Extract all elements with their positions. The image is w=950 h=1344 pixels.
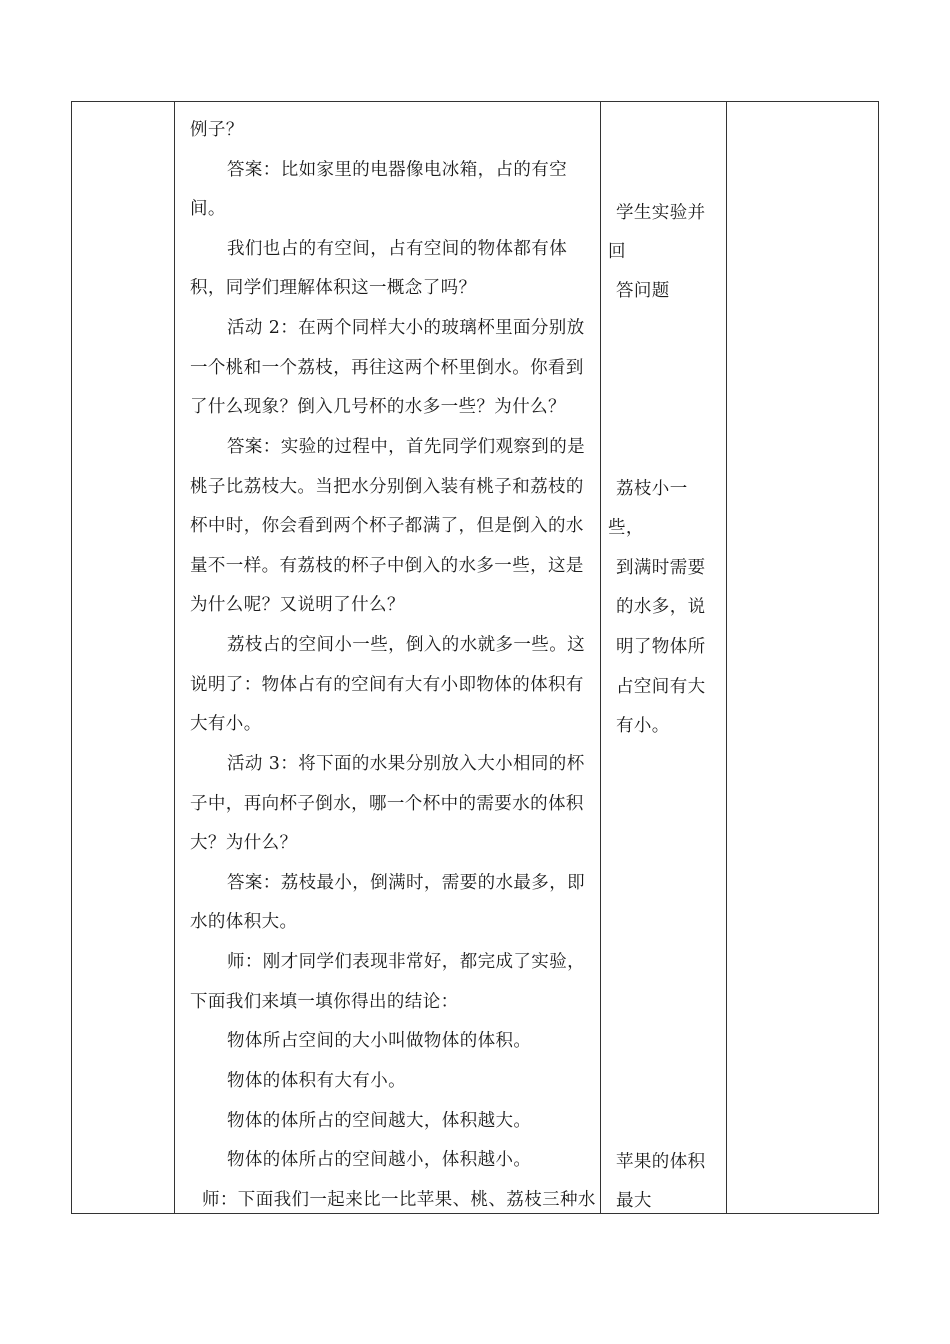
text-line: 物体的体所占的空间越大，体积越大。 <box>227 1111 532 1131</box>
text-line: 为什么呢？又说明了什么？ <box>190 595 405 615</box>
text-line: 子中，再向杯子倒水，哪一个杯中的需要水的体积 <box>190 794 584 814</box>
text-line: 量不一样。有荔枝的杯子中倒入的水多一些，这是 <box>190 556 584 576</box>
text-line: 间。 <box>190 199 226 219</box>
lesson-table <box>71 101 879 1214</box>
text-line: 例子？ <box>190 120 244 140</box>
text-line: 到满时需要 <box>616 558 706 578</box>
text-line: 桃子比荔枝大。当把水分别倒入装有桃子和荔枝的 <box>190 477 584 497</box>
text-line: 学生实验并 <box>616 203 706 223</box>
text-line: 积，同学们理解体积这一概念了吗？ <box>190 278 477 298</box>
text-line: 我们也占的有空间，占有空间的物体都有体 <box>227 239 568 259</box>
text-line: 荔枝占的空间小一些，倒入的水就多一些。这 <box>227 635 585 655</box>
text-line: 水的体积大。 <box>190 912 298 932</box>
teaching-process-column <box>175 102 599 1213</box>
text-line: 活动 2：在两个同样大小的玻璃杯里面分别放 <box>227 318 585 338</box>
text-line: 有小。 <box>616 716 670 736</box>
text-line: 师：下面我们一起来比一比苹果、桃、荔枝三种水 <box>202 1190 596 1210</box>
column-divider <box>726 102 727 1213</box>
text-line: 了什么现象？倒入几号杯的水多一些？为什么？ <box>190 397 566 417</box>
text-line: 答问题 <box>616 281 670 301</box>
text-line: 物体所占空间的大小叫做物体的体积。 <box>227 1031 532 1051</box>
text-line: 的水多，说 <box>616 597 706 617</box>
text-line: 回 <box>608 242 626 262</box>
text-line: 答案：比如家里的电器像电冰箱，占的有空 <box>227 160 568 180</box>
text-line: 苹果的体积 <box>616 1152 706 1172</box>
text-line: 明了物体所 <box>616 637 706 657</box>
text-line: 师：刚才同学们表现非常好，都完成了实验， <box>227 952 585 972</box>
text-line: 说明了：物体占有的空间有大有小即物体的体积有 <box>190 675 584 695</box>
text-line: 物体的体积有大有小。 <box>227 1071 406 1091</box>
text-line: 答案：荔枝最小，倒满时，需要的水最多，即 <box>227 873 585 893</box>
text-line: 一个桃和一个荔枝，再往这两个杯里倒水。你看到 <box>190 358 584 378</box>
text-line: 大？为什么？ <box>190 833 298 853</box>
text-line: 物体的体所占的空间越小，体积越小。 <box>227 1150 532 1170</box>
text-line: 荔枝小一 <box>616 479 688 499</box>
text-line: 大有小。 <box>190 714 262 734</box>
text-line: 占空间有大 <box>616 677 706 697</box>
text-line: 活动 3：将下面的水果分别放入大小相同的杯 <box>227 754 585 774</box>
text-line: 些， <box>608 518 644 538</box>
text-line: 答案：实验的过程中，首先同学们观察到的是 <box>227 437 585 457</box>
student-activity-column <box>601 102 725 1213</box>
text-line: 最大 <box>616 1191 652 1211</box>
text-line: 下面我们来填一填你得出的结论： <box>190 992 459 1012</box>
text-line: 杯中时，你会看到两个杯子都满了，但是倒入的水 <box>190 516 584 536</box>
